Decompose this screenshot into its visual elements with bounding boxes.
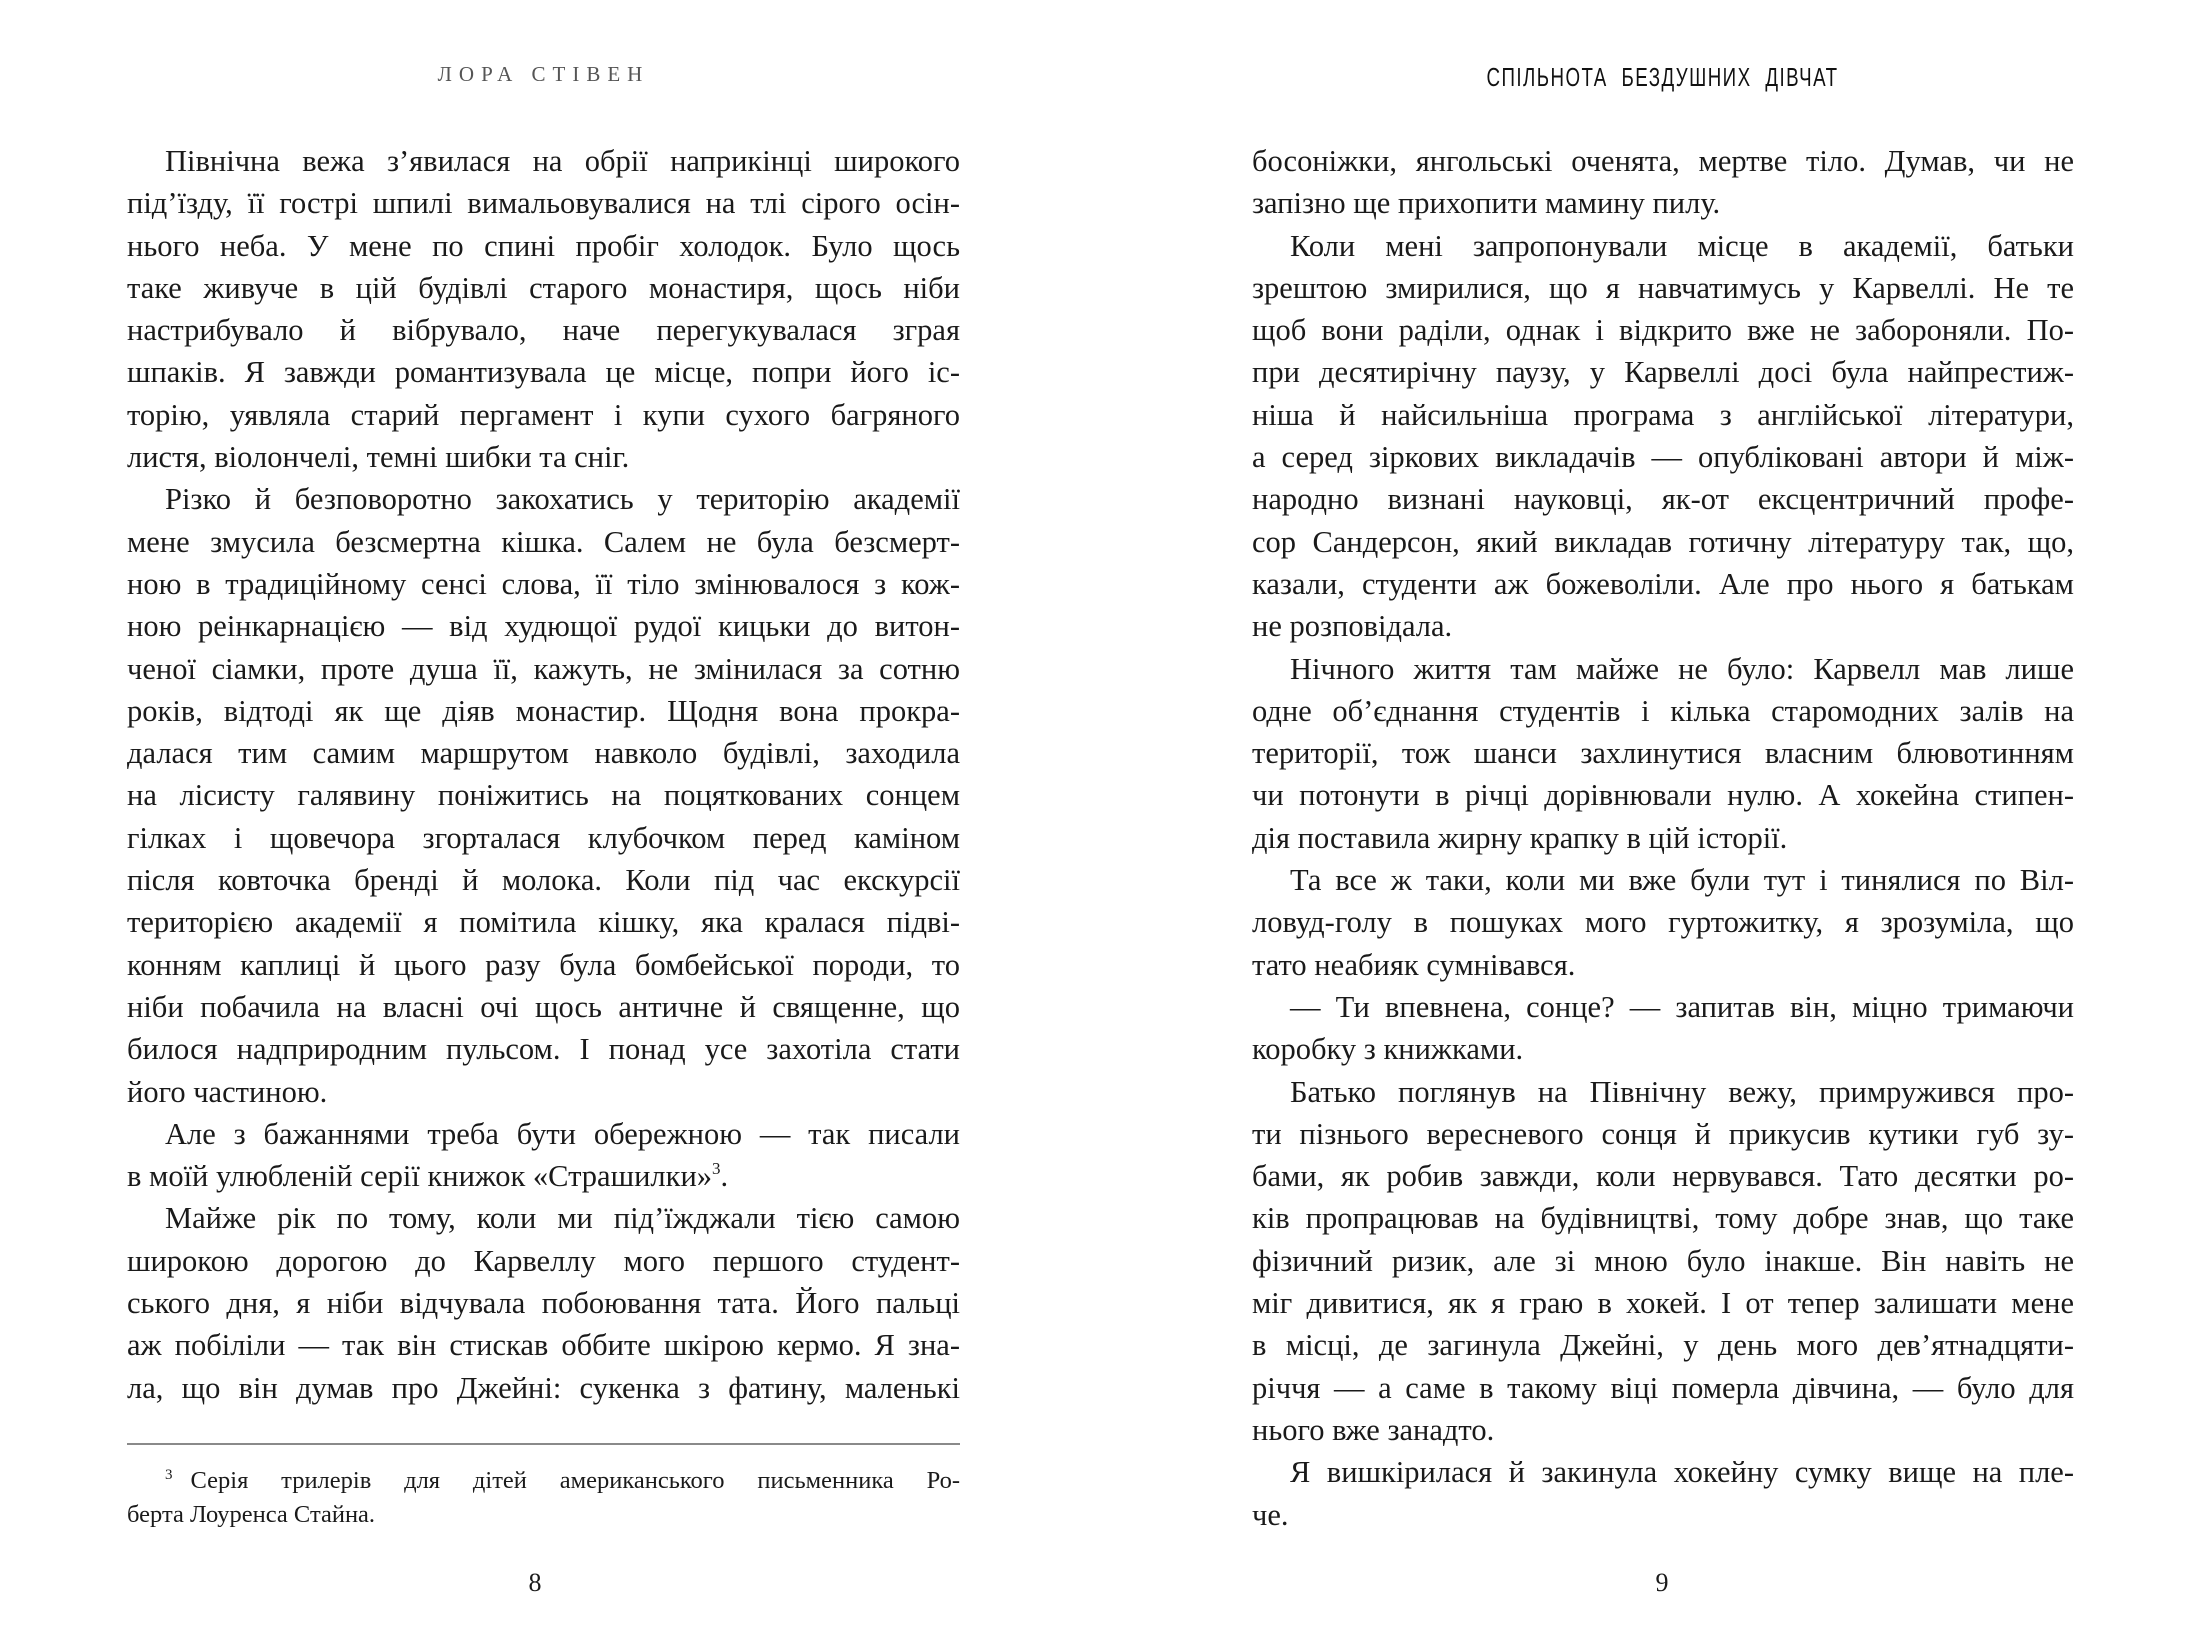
- text-line: [1252, 1367, 2074, 1409]
- text-line-content: міг дивитися, як я граю в хокей. І от тепер залишати мене: [1252, 1286, 2074, 1321]
- text-line: [127, 690, 960, 732]
- text-line-content: під’їзду, її гострі шпилі вимальовувалися на тлі сірого осін-: [127, 186, 960, 221]
- text-line-content: таке живуче в цій будівлі старого монастиря, щось ніби: [127, 270, 960, 305]
- text-line-content: коробку з книжками.: [1252, 1032, 1524, 1067]
- text-line: [127, 1282, 960, 1324]
- footnote-mark: 3: [165, 1467, 173, 1483]
- footnote-divider: [127, 1443, 960, 1445]
- text-line: [1252, 986, 2074, 1028]
- text-line: [127, 944, 960, 986]
- page-number-right: 9: [1655, 1568, 1669, 1597]
- text-line-content: бами, як робив завжди, коли нервувався. Тато десятки ро-: [1252, 1159, 2074, 1194]
- text-line-content: фізичний ризик, але зі мною було інакше. Він навіть не: [1252, 1243, 2074, 1278]
- text-line: [1252, 1155, 2074, 1197]
- text-line-content: тато неабияк сумнівався.: [1252, 947, 1576, 982]
- text-line: [127, 140, 960, 182]
- text-line-content: Коли мені запропонували місце в академії, батьки: [1290, 228, 2074, 263]
- text-line: [1252, 436, 2074, 478]
- text-line: [1252, 267, 2074, 309]
- body-text-right: [1252, 140, 2074, 1536]
- text-line-content: його частиною.: [127, 1074, 328, 1109]
- footnote-line-1: [127, 1458, 960, 1498]
- text-line-content: не розповідала.: [1252, 609, 1453, 644]
- text-line: [1252, 944, 2074, 986]
- text-line-content: щоб вони раділи, однак і відкрито вже не забороняли. По-: [1252, 313, 2074, 348]
- text-line-content: в моїй улюбленій серії книжок «Страшилки»: [127, 1159, 713, 1194]
- text-line: [1252, 732, 2074, 774]
- text-line-content: че.: [1252, 1497, 1289, 1532]
- text-line: [127, 563, 960, 605]
- text-line: [1252, 1324, 2074, 1366]
- text-line-content: аж побіліли — так він стискав оббите шкірою кермо. Я зна-: [127, 1328, 960, 1363]
- text-line: [127, 1240, 960, 1282]
- text-line: [1252, 1071, 2074, 1113]
- text-line: [1252, 478, 2074, 520]
- text-line: [1252, 394, 2074, 436]
- text-line: [127, 1324, 960, 1366]
- text-line: [1252, 648, 2074, 690]
- text-line: [1252, 1197, 2074, 1239]
- text-line: [127, 182, 960, 224]
- text-line-content: гілках і щовечора згорталася клубочком перед каміном: [127, 820, 960, 855]
- text-line-content: казали, студенти аж божеволіли. Але про нього я батькам: [1252, 566, 2074, 601]
- text-line: [127, 1028, 960, 1070]
- text-line-content: ків пропрацював на будівництві, тому добре знав, що таке: [1252, 1201, 2074, 1236]
- text-line-content: після ковточка бренді й молока. Коли під час екскурсії: [127, 863, 960, 898]
- text-line: [1252, 859, 2074, 901]
- text-line-content: запізно ще прихопити мамину пилу.: [1252, 186, 1721, 221]
- text-line: [127, 478, 960, 520]
- text-line-content: річчя — а саме в такому віці померла дівчина, — було для: [1252, 1370, 2074, 1405]
- text-line-content: Північна вежа з’явилася на обрії наприкінці широкого: [165, 144, 960, 178]
- text-line-content: ною в традиційному сенсі слова, її тіло змінювалося з кож-: [127, 566, 960, 601]
- text-line: [127, 605, 960, 647]
- text-line: [1252, 521, 2074, 563]
- text-line-content: Але з бажаннями треба бути обережною — так писали: [165, 1116, 960, 1151]
- text-line: [1252, 140, 2074, 182]
- text-line-content: ти пізнього вересневого сонця й прикусив кутики губ зу-: [1252, 1116, 2074, 1151]
- text-line-content: ченої сіамки, проте душа її, кажуть, не змінилася за сотню: [127, 651, 960, 686]
- text-line-content: ського дня, я ніби відчувала побоювання тата. Його пальці: [127, 1286, 960, 1321]
- text-line-content: дія поставила жирну крапку в цій історії.: [1252, 820, 1788, 855]
- text-line: [127, 1113, 960, 1155]
- text-line: [127, 859, 960, 901]
- text-line: [1252, 1494, 2074, 1536]
- text-line-content: нього вже занадто.: [1252, 1412, 1495, 1447]
- right-page: [1100, 0, 2200, 1650]
- text-line-content: при десятирічну паузу, у Карвеллі досі була найпрестиж-: [1252, 355, 2074, 390]
- text-line: [127, 1197, 960, 1239]
- text-line-content: настрибувало й вібрувало, наче перегукувалася зграя: [127, 313, 960, 348]
- text-line-content: Майже рік по тому, коли ми під’їжджали тією самою: [165, 1201, 960, 1236]
- text-line: [127, 1367, 960, 1409]
- body-text-left: [127, 140, 960, 1409]
- text-line-content: Різко й безповоротно закохатись у територію академії: [165, 482, 960, 517]
- text-line: [127, 521, 960, 563]
- text-line-content: листя, віолончелі, темні шибки та сніг.: [127, 440, 630, 475]
- text-line-content: шпаків. Я завжди романтизувала це місце, попри його іс-: [127, 355, 960, 390]
- text-line-content: билося надприродним пульсом. І понад усе захотіла стати: [127, 1032, 960, 1067]
- text-line: [1252, 901, 2074, 943]
- text-line: [127, 774, 960, 816]
- text-line: [127, 648, 960, 690]
- footnote: [127, 1458, 960, 1532]
- text-line-content: широкою дорогою до Карвеллу мого першого студент-: [127, 1243, 960, 1278]
- text-line-content: народно визнані науковці, як-от ексцентричний профе-: [1252, 482, 2074, 517]
- text-line-content: на лісисту галявину поніжитись на поцяткованих сонцем: [127, 778, 960, 813]
- text-line: [1252, 1240, 2074, 1282]
- text-line: [1252, 225, 2074, 267]
- text-line: [1252, 817, 2074, 859]
- text-line-content: в місці, де загинула Джейні, у день мого дев’ятнадцяти-: [1252, 1328, 2074, 1363]
- text-line-content: одне об’єднання студентів і кілька старомодних залів на: [1252, 693, 2074, 728]
- text-line-content: Я вишкірилася й закинула хокейну сумку вище на пле-: [1290, 1455, 2074, 1490]
- text-line: [127, 817, 960, 859]
- text-line-content: Батько поглянув на Північну вежу, примружився про-: [1290, 1074, 2074, 1109]
- text-line-content: нього неба. У мене по спині пробіг холодок. Було щось: [127, 228, 960, 263]
- text-line-content: далася тим самим маршрутом навколо будівлі, заходила: [127, 736, 960, 771]
- text-line-content: зрештою змирилися, що я навчатимусь у Карвеллі. Не те: [1252, 270, 2074, 305]
- text-line: в моїй улюбленій серії книжок «Страшилки»$^3$.: [127, 1159, 729, 1194]
- footnote-reference[interactable]: 3: [712, 1159, 721, 1179]
- text-line: [1252, 1409, 2074, 1451]
- text-line: [1252, 1028, 2074, 1070]
- text-line: [127, 436, 960, 478]
- text-line: [1252, 1113, 2074, 1155]
- text-line: [1252, 351, 2074, 393]
- text-line-content: мене змусила безсмертна кішка. Салем не була безсмерт-: [127, 524, 960, 559]
- page-number-left: 8: [528, 1568, 542, 1597]
- text-line-content: ною реінкарнацією — від худющої рудої кицьки до витон-: [127, 609, 960, 644]
- text-line: [127, 225, 960, 267]
- text-line: [1252, 309, 2074, 351]
- text-line-content: території, тож шанси захлинутися власним блювотинням: [1252, 736, 2074, 771]
- text-line: [1252, 182, 2074, 224]
- running-head-title: СПІЛЬНОТА БЕЗДУШНИХ ДІВЧАТ: [1486, 62, 1839, 92]
- text-line-content: чи потонути в річці дорівнювали нулю. А хокейна стипен-: [1252, 778, 2074, 813]
- text-line-content: Нічного життя там майже не було: Карвелл мав лише: [1290, 651, 2074, 686]
- text-line: [127, 901, 960, 943]
- text-line-content: босоніжки, янгольські оченята, мертве тіло. Думав, чи не: [1252, 144, 2074, 178]
- text-line: [1252, 1451, 2074, 1493]
- text-line-content: територією академії я помітила кішку, яка кралася підві-: [127, 905, 960, 940]
- text-line-content: сор Сандерсон, який викладав готичну літературу так, що,: [1252, 524, 2074, 559]
- running-head-author: ЛОРА СТІВЕН: [437, 62, 650, 86]
- text-line: [127, 351, 960, 393]
- text-line: [1252, 690, 2074, 732]
- text-line-content: а серед зіркових викладачів — опубліковані автори й між-: [1252, 440, 2074, 475]
- text-line-content: років, відтоді як ще діяв монастир. Щодня вона прокра-: [127, 693, 960, 728]
- footnote-line-2: берта Лоуренса Стайна.: [127, 1501, 376, 1528]
- text-line: [1252, 774, 2074, 816]
- text-line: [1252, 605, 2074, 647]
- text-line: [127, 309, 960, 351]
- text-line: [127, 1071, 960, 1113]
- text-line: [1252, 563, 2074, 605]
- footnote-text-1: Серія трилерів для дітей американського письменника Ро-: [190, 1467, 960, 1494]
- text-line-content: ловуд-голу в пошуках мого гуртожитку, я зрозуміла, що: [1252, 905, 2074, 940]
- text-line: [127, 986, 960, 1028]
- text-line: [1252, 1282, 2074, 1324]
- text-line: [127, 394, 960, 436]
- text-line-content: ніби побачила на власні очі щось античне й священне, що: [127, 989, 960, 1024]
- text-line-content: ніша й найсильніша програма з англійської літератури,: [1252, 397, 2074, 432]
- text-line-content: — Ти впевнена, сонце? — запитав він, міцно тримаючи: [1290, 989, 2074, 1024]
- text-line-content: Та все ж таки, коли ми вже були тут і тинялися по Віл-: [1290, 863, 2074, 898]
- text-line-content: конням каплиці й цього разу була бомбейської породи, то: [127, 947, 960, 982]
- text-line-content: торію, уявляла старий пергамент і купи сухого багряного: [127, 397, 960, 432]
- text-line: [127, 267, 960, 309]
- text-line: [127, 732, 960, 774]
- text-line-content: ла, що він думав про Джейні: сукенка з фатину, маленькі: [127, 1370, 960, 1405]
